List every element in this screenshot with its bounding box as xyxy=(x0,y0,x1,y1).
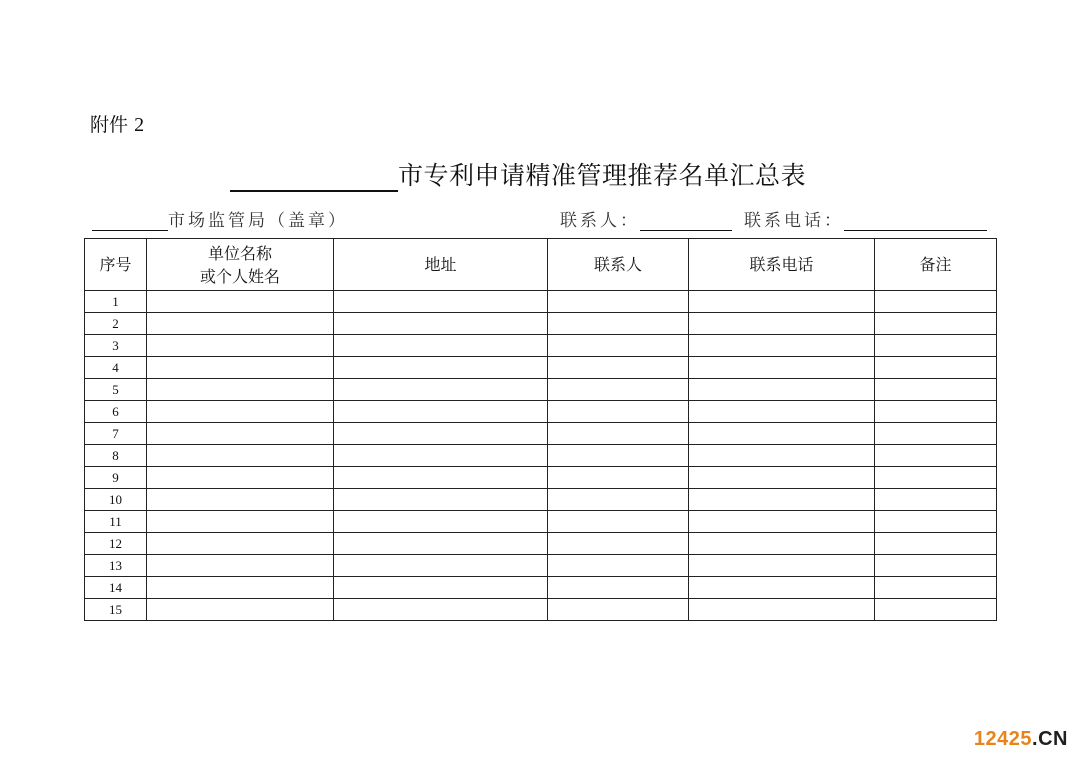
phone-label: 联系电话： xyxy=(744,211,844,231)
phone-cell[interactable] xyxy=(689,357,875,379)
remarks-cell[interactable] xyxy=(875,511,997,533)
table-row xyxy=(85,379,997,401)
name-cell[interactable] xyxy=(147,445,334,467)
phone-cell[interactable] xyxy=(689,511,875,533)
phone-cell[interactable] xyxy=(689,379,875,401)
name-cell[interactable] xyxy=(147,511,334,533)
contact-cell[interactable] xyxy=(548,599,689,621)
address-cell[interactable] xyxy=(334,533,548,555)
header-name xyxy=(147,239,334,291)
remarks-cell[interactable] xyxy=(875,379,997,401)
remarks-cell[interactable] xyxy=(875,445,997,467)
row-index: 3 xyxy=(85,335,147,357)
phone-cell[interactable] xyxy=(689,533,875,555)
phone-cell[interactable] xyxy=(689,291,875,313)
name-cell[interactable] xyxy=(147,489,334,511)
contact-cell[interactable] xyxy=(548,401,689,423)
name-cell[interactable] xyxy=(147,577,334,599)
address-cell[interactable] xyxy=(334,423,548,445)
address-cell[interactable] xyxy=(334,379,548,401)
name-cell[interactable] xyxy=(147,555,334,577)
address-cell[interactable] xyxy=(334,401,548,423)
remarks-cell[interactable] xyxy=(875,357,997,379)
phone-cell[interactable] xyxy=(689,423,875,445)
name-cell[interactable] xyxy=(147,379,334,401)
phone-cell[interactable] xyxy=(689,401,875,423)
remarks-cell[interactable] xyxy=(875,313,997,335)
document-title xyxy=(230,160,806,192)
row-index: 9 xyxy=(85,467,147,489)
name-cell[interactable] xyxy=(147,533,334,555)
phone-cell[interactable] xyxy=(689,577,875,599)
header-remarks: 备注 xyxy=(875,239,997,291)
remarks-cell[interactable] xyxy=(875,423,997,445)
row-index: 5 xyxy=(85,379,147,401)
contact-cell[interactable] xyxy=(548,357,689,379)
contact-label: 联系人： xyxy=(560,211,640,231)
name-cell[interactable] xyxy=(147,357,334,379)
phone-cell[interactable] xyxy=(689,467,875,489)
watermark-number: 12425 xyxy=(973,728,1033,750)
phone-cell[interactable] xyxy=(689,313,875,335)
table-row xyxy=(85,335,997,357)
address-cell[interactable] xyxy=(334,335,548,357)
address-cell[interactable] xyxy=(334,555,548,577)
name-cell[interactable] xyxy=(147,599,334,621)
address-cell[interactable] xyxy=(334,357,548,379)
header-name-line1: 单位名称 xyxy=(207,243,272,263)
contact-cell[interactable] xyxy=(548,577,689,599)
table-row xyxy=(85,555,997,577)
remarks-cell[interactable] xyxy=(875,599,997,621)
contact-blank-line xyxy=(640,210,732,231)
table-row xyxy=(85,445,997,467)
table-row xyxy=(85,511,997,533)
site-watermark xyxy=(974,728,1068,751)
header-address: 地址 xyxy=(334,239,548,291)
contact-cell[interactable] xyxy=(548,511,689,533)
authority-blank-line xyxy=(92,210,168,231)
remarks-cell[interactable] xyxy=(875,291,997,313)
contact-cell[interactable] xyxy=(548,291,689,313)
row-index: 13 xyxy=(85,555,147,577)
table-row xyxy=(85,357,997,379)
attachment-text: 附件 xyxy=(90,114,129,136)
row-index: 1 xyxy=(85,291,147,313)
address-cell[interactable] xyxy=(334,467,548,489)
name-cell[interactable] xyxy=(147,467,334,489)
row-index: 4 xyxy=(85,357,147,379)
phone-cell[interactable] xyxy=(689,489,875,511)
table-row xyxy=(85,291,997,313)
remarks-cell[interactable] xyxy=(875,555,997,577)
header-name-line2: 或个人姓名 xyxy=(199,266,280,286)
contact-cell[interactable] xyxy=(548,379,689,401)
table-row xyxy=(85,489,997,511)
row-index: 2 xyxy=(85,313,147,335)
header-phone: 联系电话 xyxy=(689,239,875,291)
phone-cell[interactable] xyxy=(689,445,875,467)
row-index: 8 xyxy=(85,445,147,467)
attachment-number: 2 xyxy=(134,114,145,136)
table-row xyxy=(85,599,997,621)
remarks-cell[interactable] xyxy=(875,533,997,555)
table-row xyxy=(85,533,997,555)
phone-cell[interactable] xyxy=(689,555,875,577)
name-cell[interactable] xyxy=(147,335,334,357)
name-cell[interactable] xyxy=(147,291,334,313)
attachment-label xyxy=(90,110,144,137)
row-index: 12 xyxy=(85,533,147,555)
address-cell[interactable] xyxy=(334,489,548,511)
row-index: 15 xyxy=(85,599,147,621)
name-cell[interactable] xyxy=(147,401,334,423)
phone-cell[interactable] xyxy=(689,599,875,621)
remarks-cell[interactable] xyxy=(875,467,997,489)
watermark-domain: .CN xyxy=(1032,728,1068,750)
name-cell[interactable] xyxy=(147,313,334,335)
table-row xyxy=(85,577,997,599)
table-row xyxy=(85,423,997,445)
name-cell[interactable] xyxy=(147,423,334,445)
remarks-cell[interactable] xyxy=(875,335,997,357)
city-blank-line xyxy=(230,160,398,192)
row-index: 10 xyxy=(85,489,147,511)
row-index: 7 xyxy=(85,423,147,445)
contact-cell[interactable] xyxy=(548,555,689,577)
address-cell[interactable] xyxy=(334,599,548,621)
summary-table xyxy=(84,238,997,621)
table-row xyxy=(85,401,997,423)
address-cell[interactable] xyxy=(334,313,548,335)
contact-cell[interactable] xyxy=(548,423,689,445)
remarks-cell[interactable] xyxy=(875,401,997,423)
table-row xyxy=(85,467,997,489)
contact-cell[interactable] xyxy=(548,313,689,335)
table-row xyxy=(85,313,997,335)
authority-line xyxy=(92,206,348,231)
contact-cell[interactable] xyxy=(548,467,689,489)
row-index: 11 xyxy=(85,511,147,533)
contact-cell[interactable] xyxy=(548,533,689,555)
header-contact: 联系人 xyxy=(548,239,689,291)
contact-cell[interactable] xyxy=(548,489,689,511)
contact-cell[interactable] xyxy=(548,445,689,467)
table-header-row xyxy=(85,239,997,291)
address-cell[interactable] xyxy=(334,291,548,313)
address-cell[interactable] xyxy=(334,445,548,467)
remarks-cell[interactable] xyxy=(875,489,997,511)
row-index: 6 xyxy=(85,401,147,423)
table-body xyxy=(85,291,997,621)
header-index: 序号 xyxy=(85,239,147,291)
title-text: 市专利申请精准管理推荐名单汇总表 xyxy=(398,161,807,190)
remarks-cell[interactable] xyxy=(875,577,997,599)
phone-blank-line xyxy=(844,210,987,231)
authority-label: 市场监管局（盖章） xyxy=(168,211,348,231)
address-cell[interactable] xyxy=(334,511,548,533)
contact-cell[interactable] xyxy=(548,335,689,357)
phone-cell[interactable] xyxy=(689,335,875,357)
row-index: 14 xyxy=(85,577,147,599)
address-cell[interactable] xyxy=(334,577,548,599)
contact-line xyxy=(560,206,987,231)
